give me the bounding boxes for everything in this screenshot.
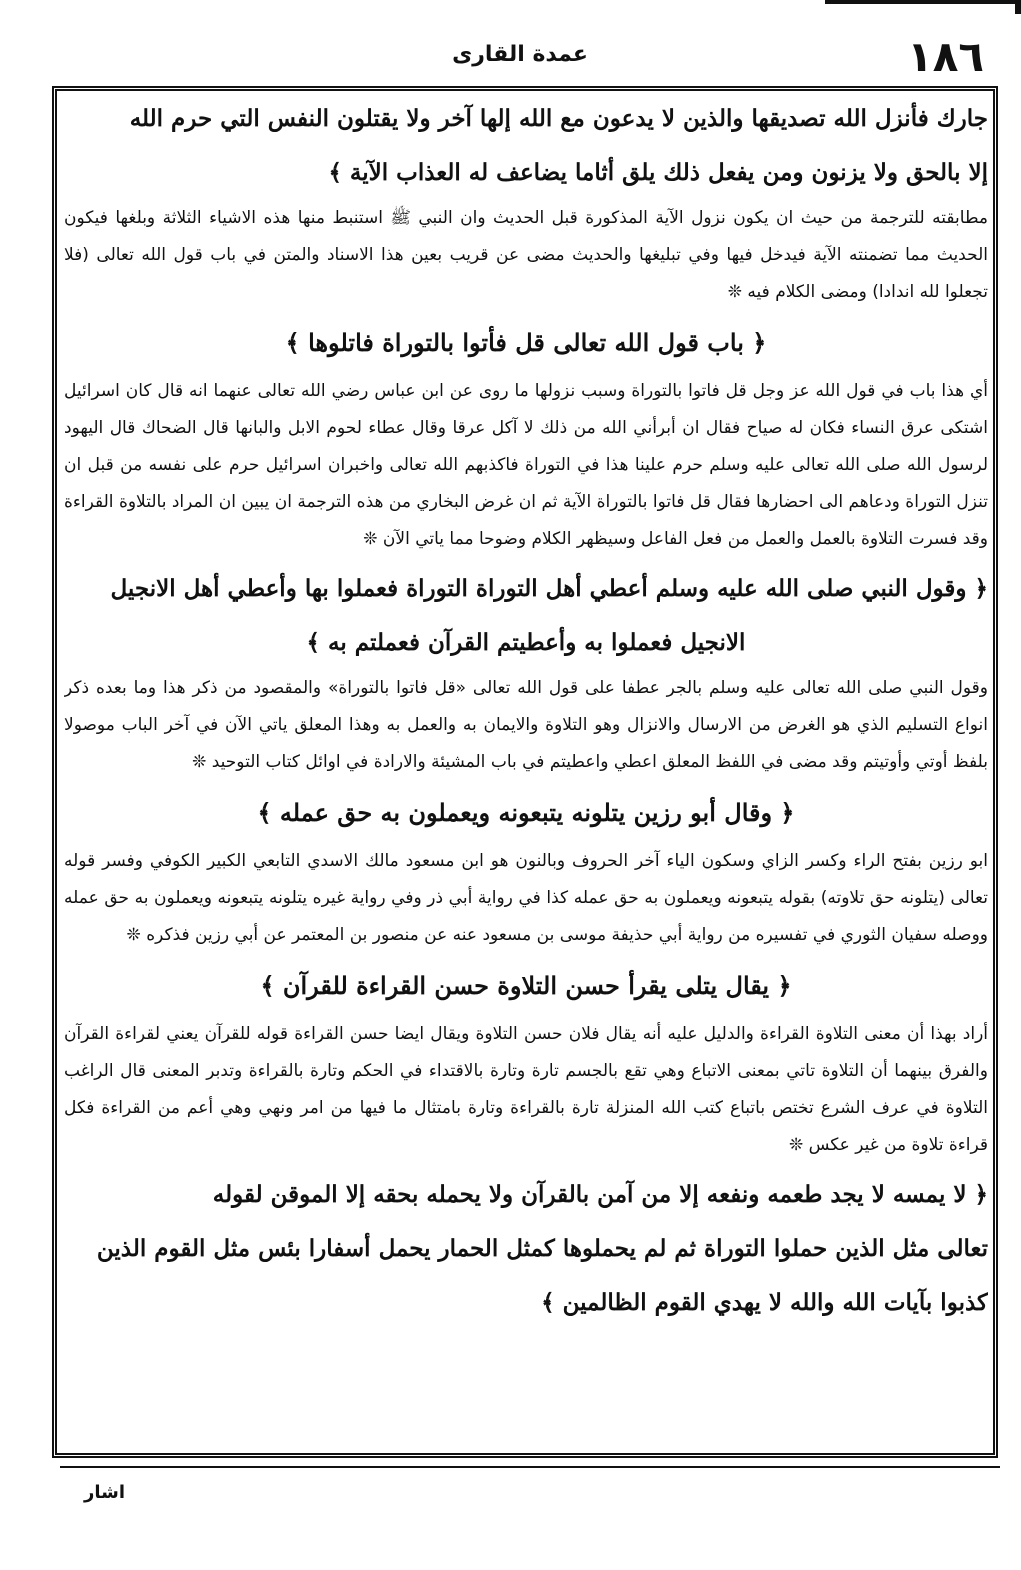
commentary-paragraph: أي هذا باب في قول الله عز وجل قل فاتوا بالتوراة وسبب نزولها ما روى عن ابن عباس رضي الله تعالى عنهما انه قال كان اسرائيل اشتكى عرق النساء فكان له صياح فقال ان أبرأني الله من ذلك لا آكل عرقا وقال عطاء لحوم الابل والبانها قال الضحاك قال اليهود لرسول الله صلى الله تعالى عليه وسلم حرم علينا هذا في التوراة فاكذبهم الله تعالى واخبران اسرائيل حرم على نفسه من قبل ان تنزل التوراة ودعاهم الى احضارها فقال قل فاتوا بالتوراة الآية ثم ان غرض البخاري من هذه الترجمة ان يبين ان المراد بالتلاوة القراءة وقد فسرت التلاوة بالعمل والعمل من فعل الفاعل وسيظهر الكلام وضوحا مما ياتي الآن ❊ [64, 381, 988, 549]
commentary-paragraph: وقول النبي صلى الله تعالى عليه وسلم بالجر عطفا على قول الله تعالى «قل فاتوا بالتوراة» والمقصود من ذكر هذا وما بعده ذكر انواع التسليم الذي هو الغرض من الارسال والانزال وهو التلاوة والايمان به والعمل به وهذا المعلق ياتي الآن في آخر الباب موصولا بلفظ أوتي وأوتيتم وقد مضى في اللفظ المعلق اعطي واعطيتم في باب المشيئة والارادة في اوائل كتاب التوحيد ❊ [64, 678, 988, 772]
chapter-heading: ﴿ يقال يتلى يقرأ حسن التلاوة حسن القراءة للقرآن ﴾ [260, 971, 792, 1000]
verse-line: ﴿ وقول النبي صلى الله عليه وسلم أعطي أهل التوراة التوراة فعملوا بها وأعطي أهل الانجيل [110, 575, 988, 602]
catchword: اشار [84, 1482, 125, 1503]
verse-line: ﴿ لا يمسه لا يجد طعمه ونفعه إلا من آمن بالقرآن ولا يحمله بحقه إلا الموقن لقوله [212, 1181, 988, 1208]
footer-rule [60, 1466, 1000, 1468]
verse-line: جارك فأنزل الله تصديقها والذين لا يدعون مع الله إلها آخر ولا يقتلون النفس التي حرم الله [129, 105, 988, 132]
verse-line: تعالى مثل الذين حملوا التوراة ثم لم يحملوها كمثل الحمار يحمل أسفارا بئس مثل القوم الذين [96, 1235, 988, 1262]
page-number: ١٨٦ [907, 32, 984, 81]
commentary-paragraph: مطابقته للترجمة من حيث ان يكون نزول الآية المذكورة قبل الحديث وان النبي ﷺ استنبط منها هذه الاشياء الثلاثة وبلغها فيكون الحديث مما تضمنته الآية فيدخل فيها وفي تبليغها والحديث مضى عن قريب بعين هذا الاسناد والمتن في باب قول الله تعالى (فلا تجعلوا لله اندادا) ومضى الكلام فيه ❊ [64, 208, 988, 302]
verse-line: كذبوا بآيات الله والله لا يهدي القوم الظالمين ﴾ [541, 1289, 988, 1316]
chapter-heading: ﴿ باب قول الله تعالى قل فأتوا بالتوراة فاتلوها ﴾ [285, 328, 767, 357]
verse-line: الانجيل فعملوا به وأعطيتم القرآن فعملتم به ﴾ [306, 629, 746, 656]
commentary-paragraph: ابو رزين بفتح الراء وكسر الزاي وسكون الياء آخر الحروف وبالنون هو ابن مسعود مالك الاسدي التابعي الكبير الكوفي وفسر قوله تعالى (يتلونه حق تلاوته) بقوله يتبعونه ويعملون به حق عمله كذا في رواية أبي ذر وفي رواية غيره يتلونه يتبعونه ويعملون به حق عمله ووصله سفيان الثوري في تفسيره من رواية أبي حذيفة موسى بن مسعود عنه عن منصور بن المعتمر عن أبي رزين فذكره ❊ [64, 851, 988, 945]
page-header [50, 28, 990, 83]
main-text [64, 92, 988, 1448]
top-rule [825, 0, 1021, 4]
running-title: عمدة القاری [452, 42, 588, 67]
corner-mark [1015, 0, 1021, 14]
verse-line: إلا بالحق ولا يزنون ومن يفعل ذلك يلق أثاما يضاعف له العذاب الآية ﴾ [328, 159, 988, 186]
chapter-heading: ﴿ وقال أبو رزين يتلونه يتبعونه ويعملون به حق عمله ﴾ [257, 798, 795, 827]
commentary-paragraph: أراد بهذا أن معنى التلاوة القراءة والدليل عليه أنه يقال فلان حسن التلاوة ويقال ايضا حسن القراءة قوله للقرآن يعني لقراءة القرآن والفرق بينهما أن التلاوة تاتي بمعنى الاتباع وهي تقع بالجسم تارة وتارة بالاقتداء في الحكم وتارة بالقراءة وتدبر المعنى قال الراغب التلاوة في عرف الشرع تختص باتباع كتب الله المنزلة تارة بالقراءة وتارة بامتثال ما فيها من امر ونهي وهي أعم من القراءة فكل قراءة تلاوة من غير عكس ❊ [64, 1024, 988, 1155]
